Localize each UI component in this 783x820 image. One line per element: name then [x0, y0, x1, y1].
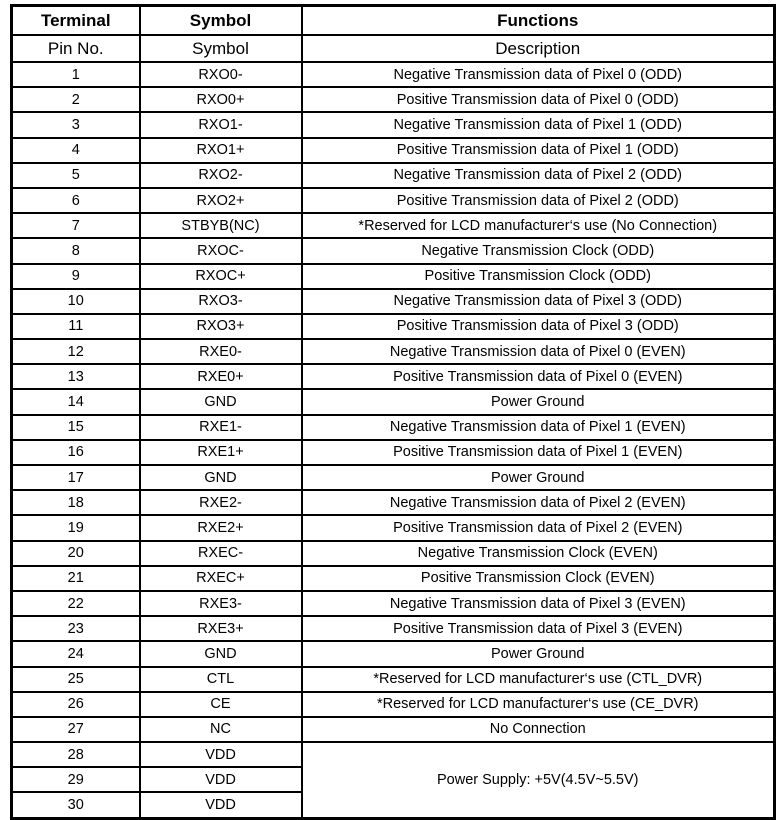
cell-symbol: GND [140, 389, 302, 414]
cell-symbol: RXO3+ [140, 314, 302, 339]
table-row [12, 692, 775, 717]
subheader-symbol: Symbol [140, 35, 302, 62]
cell-symbol: RXO2+ [140, 188, 302, 213]
cell-symbol: RXO3- [140, 289, 302, 314]
cell-pin-no: 13 [12, 364, 140, 389]
subheader-description: Description [302, 35, 775, 62]
cell-description: *Reserved for LCD manufacturer‘s use (CTL_DVR) [302, 667, 775, 692]
cell-description: *Reserved for LCD manufacturer‘s use (No Connection) [302, 213, 775, 238]
cell-symbol: GND [140, 641, 302, 666]
cell-description: Positive Transmission data of Pixel 2 (EVEN) [302, 515, 775, 540]
cell-symbol: CTL [140, 667, 302, 692]
cell-description: Negative Transmission data of Pixel 2 (EVEN) [302, 490, 775, 515]
cell-description: Positive Transmission data of Pixel 3 (EVEN) [302, 616, 775, 641]
cell-description: Negative Transmission data of Pixel 2 (ODD) [302, 163, 775, 188]
table-row [12, 289, 775, 314]
table-row [12, 667, 775, 692]
table-row [12, 591, 775, 616]
table-row [12, 566, 775, 591]
cell-pin-no: 1 [12, 62, 140, 87]
cell-pin-no: 6 [12, 188, 140, 213]
subheader-row [12, 35, 775, 62]
cell-description: Positive Transmission data of Pixel 2 (ODD) [302, 188, 775, 213]
cell-symbol: RXE1- [140, 415, 302, 440]
cell-description: Power Ground [302, 389, 775, 414]
cell-pin-no: 20 [12, 541, 140, 566]
table-row [12, 163, 775, 188]
cell-description: Positive Transmission data of Pixel 3 (ODD) [302, 314, 775, 339]
cell-symbol: VDD [140, 767, 302, 792]
table-row [12, 440, 775, 465]
cell-pin-no: 15 [12, 415, 140, 440]
cell-pin-no: 16 [12, 440, 140, 465]
cell-description: Power Ground [302, 465, 775, 490]
cell-symbol: CE [140, 692, 302, 717]
cell-pin-no: 5 [12, 163, 140, 188]
table-row [12, 213, 775, 238]
cell-pin-no: 12 [12, 339, 140, 364]
cell-pin-no: 28 [12, 742, 140, 767]
cell-symbol: RXO1- [140, 112, 302, 137]
cell-description: No Connection [302, 717, 775, 742]
table-row [12, 616, 775, 641]
cell-pin-no: 3 [12, 112, 140, 137]
cell-description: Positive Transmission data of Pixel 0 (EVEN) [302, 364, 775, 389]
cell-pin-no: 2 [12, 87, 140, 112]
table-head [12, 6, 775, 63]
cell-pin-no: 23 [12, 616, 140, 641]
cell-description: Positive Transmission Clock (EVEN) [302, 566, 775, 591]
cell-symbol: RXE1+ [140, 440, 302, 465]
table-row [12, 62, 775, 87]
cell-description: Negative Transmission data of Pixel 1 (ODD) [302, 112, 775, 137]
cell-symbol: RXO2- [140, 163, 302, 188]
table-row [12, 742, 775, 767]
cell-pin-no: 25 [12, 667, 140, 692]
cell-description: Negative Transmission data of Pixel 0 (ODD) [302, 62, 775, 87]
cell-description: Power Ground [302, 641, 775, 666]
cell-pin-no: 19 [12, 515, 140, 540]
table-row [12, 87, 775, 112]
cell-symbol: RXOC- [140, 238, 302, 263]
cell-symbol: VDD [140, 792, 302, 818]
cell-pin-no: 7 [12, 213, 140, 238]
cell-symbol: RXE2+ [140, 515, 302, 540]
cell-pin-no: 29 [12, 767, 140, 792]
header-terminal: Terminal [12, 6, 140, 36]
header-functions: Functions [302, 6, 775, 36]
table-body [12, 62, 775, 818]
cell-pin-no: 17 [12, 465, 140, 490]
cell-pin-no: 21 [12, 566, 140, 591]
table-row [12, 314, 775, 339]
cell-description: Power Supply: +5V(4.5V~5.5V) [302, 742, 775, 818]
cell-symbol: RXE3- [140, 591, 302, 616]
cell-pin-no: 24 [12, 641, 140, 666]
table-row [12, 717, 775, 742]
cell-pin-no: 22 [12, 591, 140, 616]
table-row [12, 364, 775, 389]
cell-symbol: RXO0+ [140, 87, 302, 112]
cell-pin-no: 11 [12, 314, 140, 339]
cell-symbol: VDD [140, 742, 302, 767]
cell-description: Negative Transmission Clock (EVEN) [302, 541, 775, 566]
cell-description: *Reserved for LCD manufacturer‘s use (CE_DVR) [302, 692, 775, 717]
cell-symbol: RXE0+ [140, 364, 302, 389]
cell-symbol: RXO1+ [140, 138, 302, 163]
cell-description: Positive Transmission Clock (ODD) [302, 264, 775, 289]
cell-description: Negative Transmission Clock (ODD) [302, 238, 775, 263]
header-row [12, 6, 775, 36]
cell-description: Positive Transmission data of Pixel 1 (EVEN) [302, 440, 775, 465]
table-row [12, 389, 775, 414]
table-row [12, 238, 775, 263]
cell-symbol: GND [140, 465, 302, 490]
table-row [12, 339, 775, 364]
header-symbol: Symbol [140, 6, 302, 36]
cell-pin-no: 9 [12, 264, 140, 289]
cell-symbol: RXOC+ [140, 264, 302, 289]
table-row [12, 415, 775, 440]
table-row [12, 641, 775, 666]
cell-description: Negative Transmission data of Pixel 1 (EVEN) [302, 415, 775, 440]
cell-description: Positive Transmission data of Pixel 0 (ODD) [302, 87, 775, 112]
cell-pin-no: 26 [12, 692, 140, 717]
table-row [12, 515, 775, 540]
cell-description: Negative Transmission data of Pixel 3 (ODD) [302, 289, 775, 314]
pin-function-table-wrap [10, 4, 776, 820]
cell-pin-no: 14 [12, 389, 140, 414]
table-row [12, 490, 775, 515]
cell-symbol: RXE0- [140, 339, 302, 364]
cell-symbol: RXE3+ [140, 616, 302, 641]
cell-symbol: RXE2- [140, 490, 302, 515]
table-row [12, 465, 775, 490]
cell-description: Positive Transmission data of Pixel 1 (ODD) [302, 138, 775, 163]
cell-symbol: RXEC+ [140, 566, 302, 591]
cell-pin-no: 4 [12, 138, 140, 163]
pin-function-table [10, 4, 776, 820]
cell-pin-no: 8 [12, 238, 140, 263]
cell-description: Negative Transmission data of Pixel 0 (EVEN) [302, 339, 775, 364]
cell-pin-no: 30 [12, 792, 140, 818]
table-row [12, 112, 775, 137]
cell-symbol: NC [140, 717, 302, 742]
cell-symbol: RXEC- [140, 541, 302, 566]
cell-description: Negative Transmission data of Pixel 3 (EVEN) [302, 591, 775, 616]
cell-pin-no: 18 [12, 490, 140, 515]
table-row [12, 264, 775, 289]
cell-symbol: STBYB(NC) [140, 213, 302, 238]
table-row [12, 188, 775, 213]
subheader-pin-no: Pin No. [12, 35, 140, 62]
table-row [12, 138, 775, 163]
cell-pin-no: 27 [12, 717, 140, 742]
table-row [12, 541, 775, 566]
cell-pin-no: 10 [12, 289, 140, 314]
cell-symbol: RXO0- [140, 62, 302, 87]
